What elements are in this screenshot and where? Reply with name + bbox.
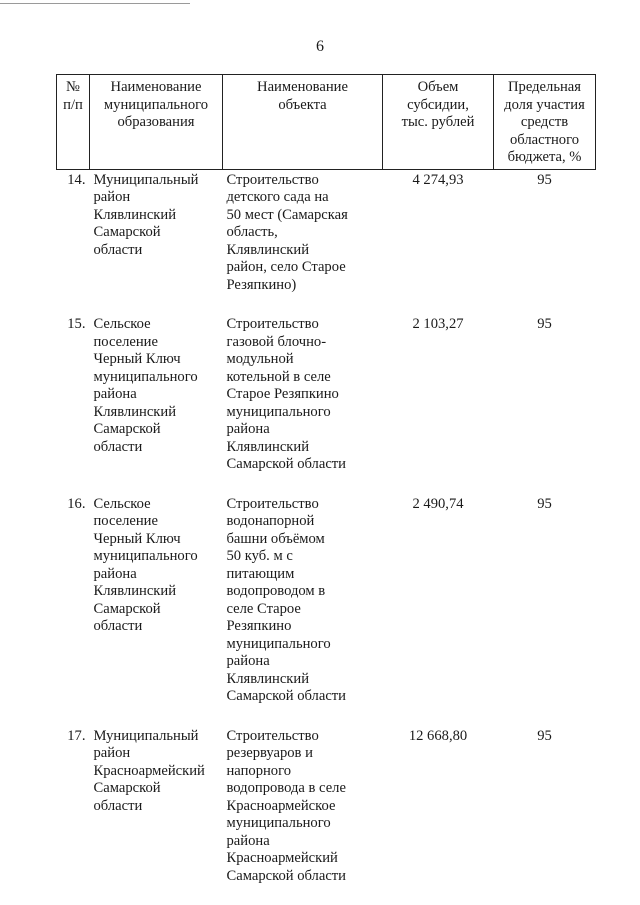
object-line: Старое Резяпкино xyxy=(226,386,339,402)
table-row xyxy=(57,169,596,296)
object-line: Строительство xyxy=(226,727,319,744)
row-object xyxy=(223,494,383,708)
row-subsidy-volume: 2 103,27 xyxy=(412,316,464,332)
row-subsidy-volume: 2 490,74 xyxy=(412,495,464,512)
municipality-line: района xyxy=(93,565,137,582)
row-municipality xyxy=(90,726,223,888)
row-budget-share: 95 xyxy=(537,727,552,744)
row-subsidy-volume: 4 274,93 xyxy=(412,171,464,188)
object-line: Клявлинский xyxy=(226,241,310,258)
municipality-line: области xyxy=(93,438,143,455)
object-line: водопроводом в xyxy=(226,583,326,599)
spacer-cell xyxy=(90,708,223,726)
spacer-cell xyxy=(57,708,90,726)
row-spacer xyxy=(57,476,596,494)
row-municipality xyxy=(90,314,223,476)
object-line: Красноармейский xyxy=(226,850,338,866)
header-object: Наименование объекта xyxy=(223,75,383,170)
municipality-line: Самарской xyxy=(93,780,161,796)
table-row xyxy=(57,314,596,476)
header-municipality: Наименование муниципального образования xyxy=(90,75,223,170)
municipality-line: район xyxy=(93,745,131,761)
municipality-line: Сельское xyxy=(93,316,151,332)
municipality-line: области xyxy=(93,797,143,814)
municipality-line: Самарской xyxy=(93,600,161,617)
municipality-line: Клявлинский xyxy=(93,583,177,599)
municipality-line: Самарской xyxy=(93,224,161,240)
spacer-cell xyxy=(90,476,223,494)
municipality-line: Клявлинский xyxy=(93,206,177,223)
object-line: Резяпкино) xyxy=(226,276,297,293)
object-line: область, xyxy=(226,224,278,240)
spacer-cell xyxy=(57,476,90,494)
spacer-cell xyxy=(223,708,383,726)
municipality-line: Черный Ключ xyxy=(93,530,181,547)
row-spacer xyxy=(57,296,596,314)
row-budget-share: 95 xyxy=(537,316,552,332)
object-line: детского сада на xyxy=(226,189,329,205)
object-line: селе Старое xyxy=(226,600,301,617)
municipality-line: области xyxy=(93,241,143,258)
spacer-cell xyxy=(57,296,90,314)
header-number: № п/п xyxy=(57,75,90,170)
row-number: 14. xyxy=(67,171,86,188)
object-line: Строительство xyxy=(226,495,319,512)
spacer-cell xyxy=(223,296,383,314)
header-subsidy-volume: Объем субсидии, тыс. рублей xyxy=(383,75,494,170)
table-body xyxy=(57,169,596,887)
object-line: района xyxy=(226,653,270,669)
municipality-line: Красноармейский xyxy=(93,762,205,779)
table-header-row xyxy=(57,75,596,170)
object-line: водопровода в селе xyxy=(226,780,346,796)
object-line: Клявлинский xyxy=(226,670,310,687)
subsidy-table xyxy=(56,74,596,887)
row-number: 16. xyxy=(67,495,86,512)
row-municipality xyxy=(90,494,223,708)
object-line: муниципального xyxy=(226,403,331,420)
object-line: муниципального xyxy=(226,815,331,831)
object-line: Клявлинский xyxy=(226,438,310,455)
page-number: 6 xyxy=(316,38,324,55)
row-budget-share: 95 xyxy=(537,171,552,188)
object-line: Строительство xyxy=(226,171,319,188)
municipality-line: Сельское xyxy=(93,495,151,512)
spacer-cell xyxy=(383,476,494,494)
municipality-line: Черный Ключ xyxy=(93,351,181,367)
spacer-cell xyxy=(494,476,596,494)
municipality-line: поселение xyxy=(93,513,158,529)
spacer-cell xyxy=(494,296,596,314)
row-number: 17. xyxy=(67,727,86,744)
municipality-line: Клявлинский xyxy=(93,403,177,420)
spacer-cell xyxy=(494,708,596,726)
object-line: района xyxy=(226,421,270,437)
municipality-line: муниципального xyxy=(93,368,198,385)
row-spacer xyxy=(57,708,596,726)
table-row xyxy=(57,494,596,708)
object-line: Самарской области xyxy=(226,456,346,472)
municipality-line: муниципального xyxy=(93,548,198,564)
municipality-line: поселение xyxy=(93,333,158,350)
object-line: модульной xyxy=(226,351,294,367)
spacer-cell xyxy=(90,296,223,314)
municipality-line: район xyxy=(93,189,131,205)
header-budget-share: Предельная доля участия средств областного бюджета, % xyxy=(494,75,596,170)
row-number: 15. xyxy=(67,316,86,332)
municipality-line: Муниципальный xyxy=(93,171,199,188)
table-row xyxy=(57,726,596,888)
object-line: водонапорной xyxy=(226,513,315,529)
object-line: резервуаров и xyxy=(226,745,313,761)
object-line: газовой блочно- xyxy=(226,333,327,350)
municipality-line: Муниципальный xyxy=(93,727,199,744)
object-line: напорного xyxy=(226,762,292,779)
object-line: котельной в селе xyxy=(226,368,331,385)
row-object xyxy=(223,169,383,296)
row-object xyxy=(223,314,383,476)
object-line: питающим xyxy=(226,565,295,582)
object-line: Самарской области xyxy=(226,688,346,704)
object-line: Строительство xyxy=(226,316,319,332)
municipality-line: Самарской xyxy=(93,421,161,437)
spacer-cell xyxy=(383,296,494,314)
spacer-cell xyxy=(223,476,383,494)
object-line: Красноармейское xyxy=(226,797,336,814)
object-line: района xyxy=(226,832,270,849)
row-budget-share: 95 xyxy=(537,495,552,512)
object-line: Самарской области xyxy=(226,867,346,884)
row-municipality xyxy=(90,169,223,296)
row-object xyxy=(223,726,383,888)
object-line: 50 мест (Самарская xyxy=(226,206,348,223)
scan-border-line xyxy=(0,3,190,4)
row-subsidy-volume: 12 668,80 xyxy=(408,727,468,744)
object-line: 50 куб. м с xyxy=(226,548,293,564)
object-line: башни объёмом xyxy=(226,530,325,547)
spacer-cell xyxy=(383,708,494,726)
municipality-line: района xyxy=(93,386,137,402)
object-line: Резяпкино xyxy=(226,618,292,634)
object-line: район, село Старое xyxy=(226,259,346,275)
object-line: муниципального xyxy=(226,635,331,652)
municipality-line: области xyxy=(93,618,143,634)
